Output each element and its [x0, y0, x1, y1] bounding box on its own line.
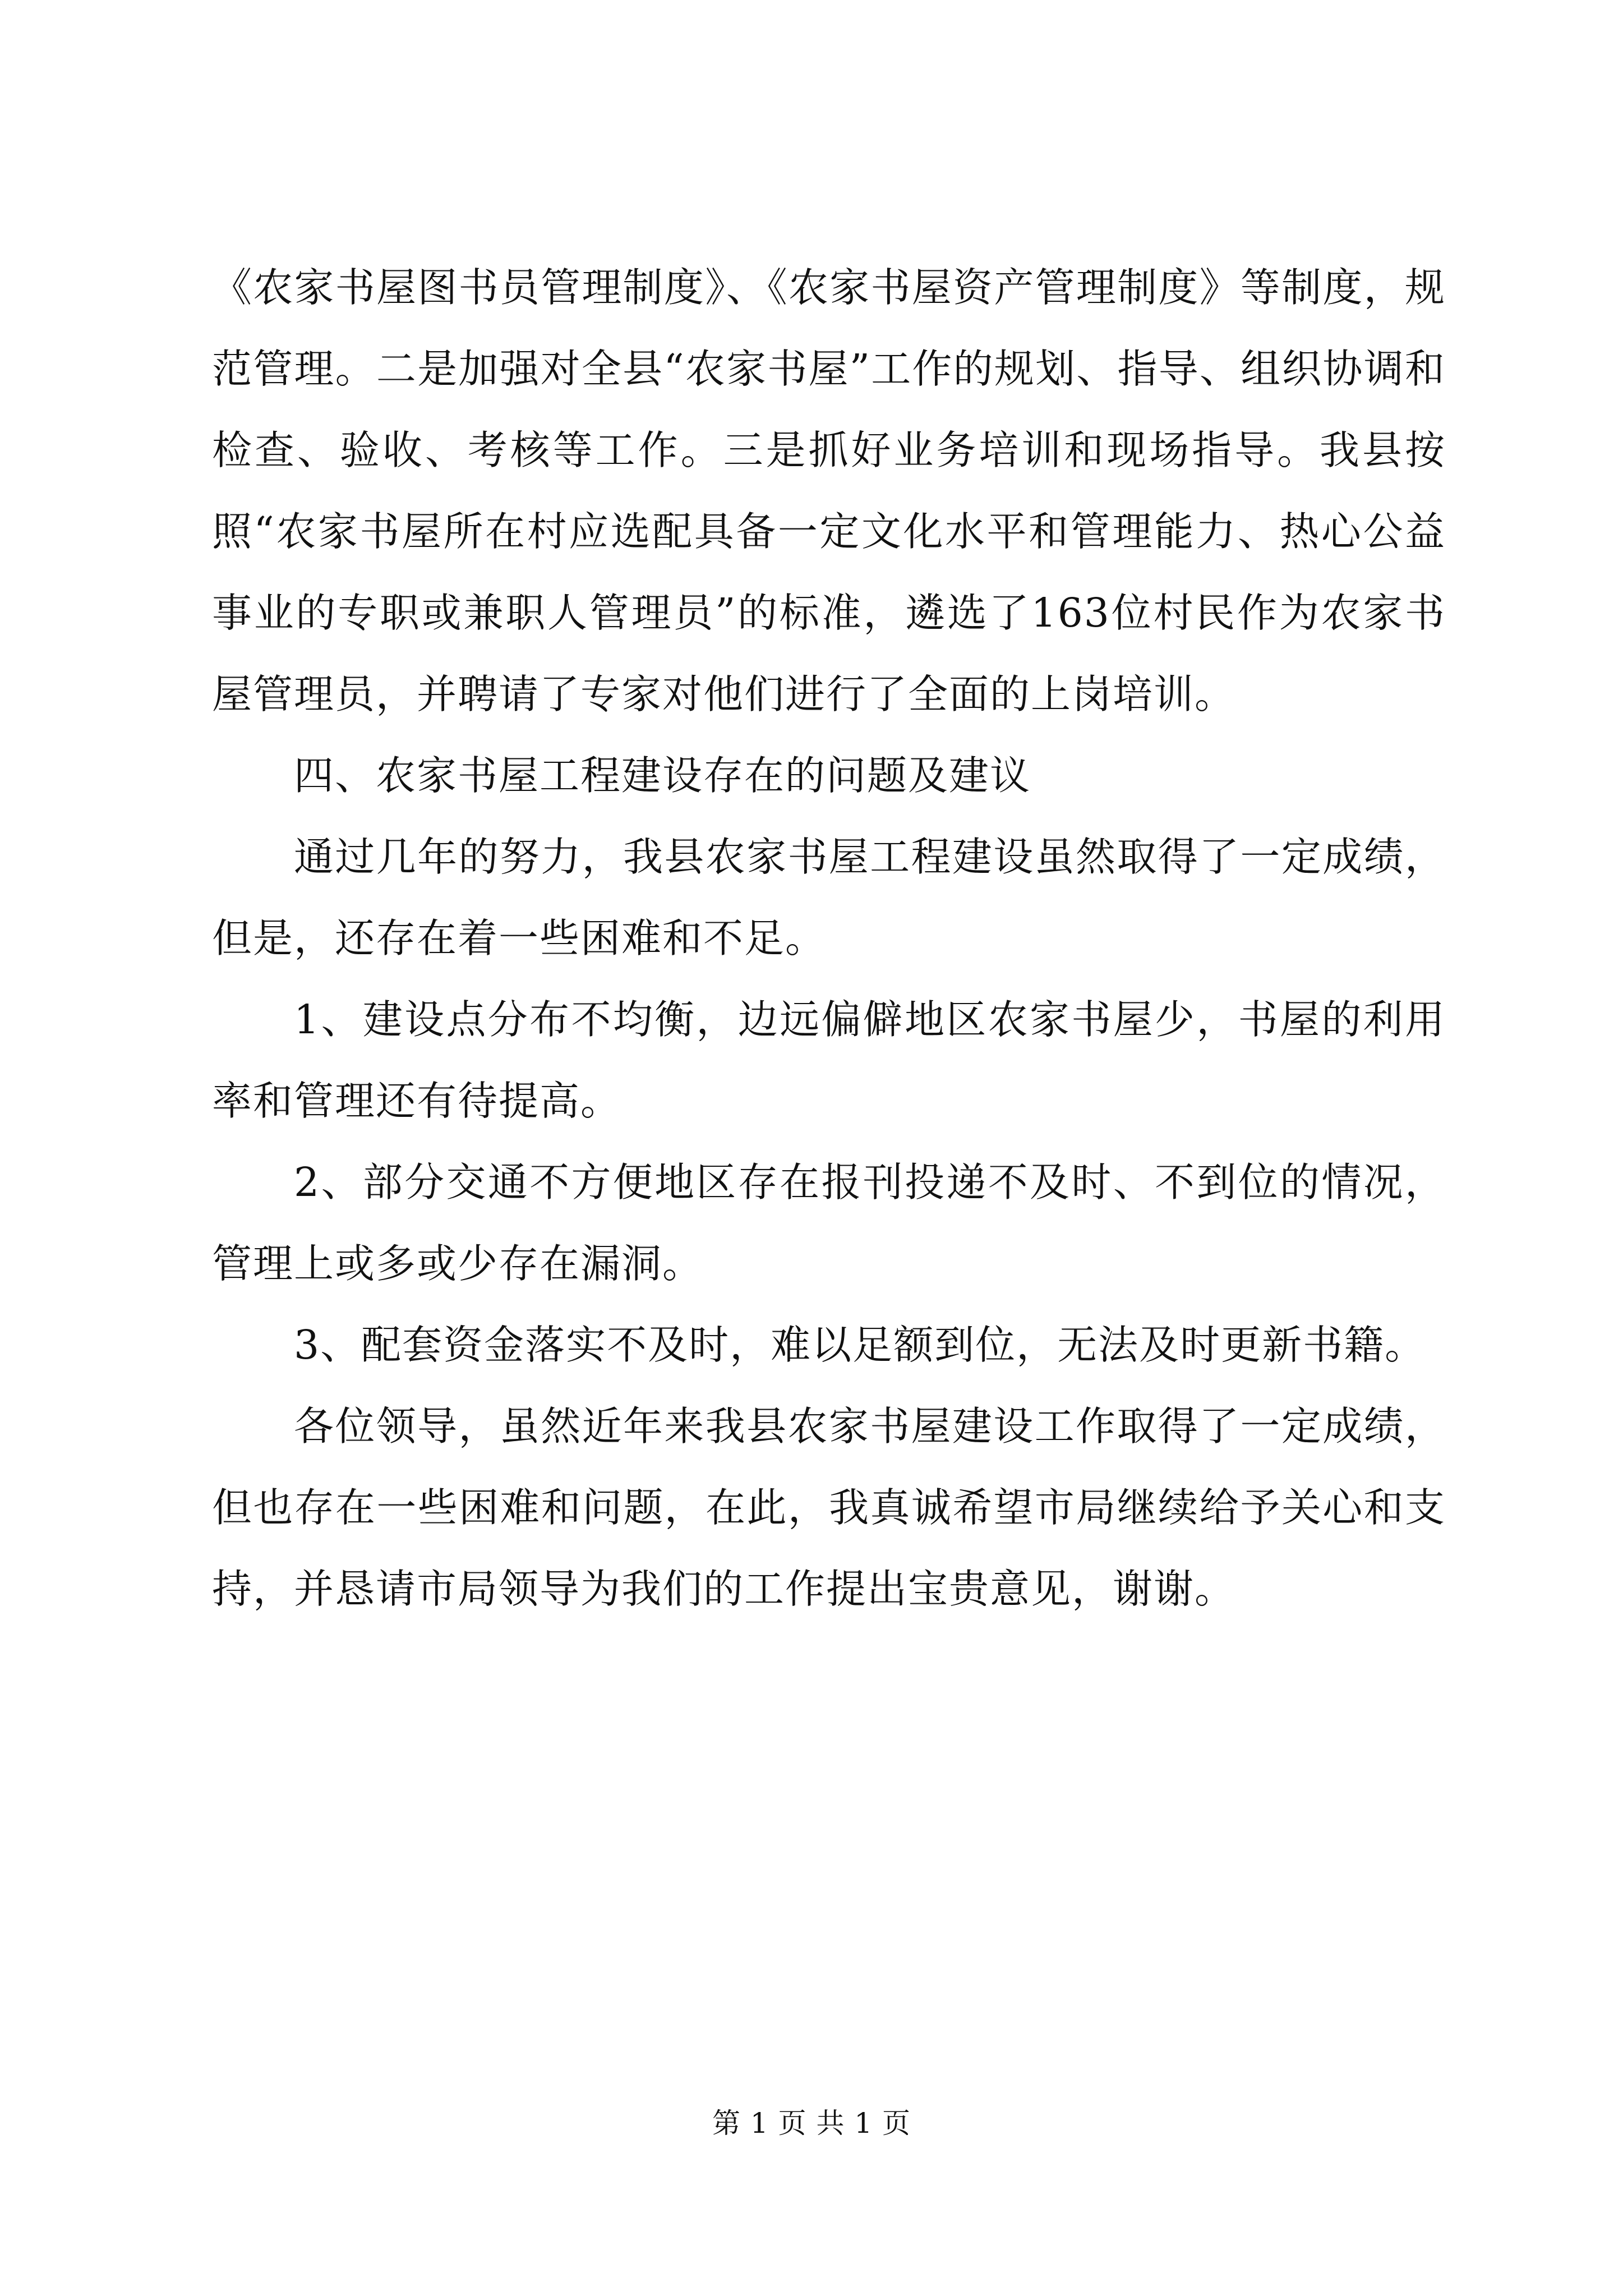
paragraph-continued: 《农家书屋图书员管理制度》、《农家书屋资产管理制度》等制度，规范管理。二是加强对全县“农家书屋”工作的规划、指导、组织协调和检查、验收、考核等工作。三是抓好业务培训和现场指导。我县按照“农家书屋所在村应选配具备一定文化水平和管理能力、热心公益事业的专职或兼职人管理员”的标准，遴选了163位村民作为农家书屋管理员，并聘请了专家对他们进行了全面的上岗培训。 — [212, 264, 1446, 717]
paragraph-closing: 各位领导，虽然近年来我县农家书屋建设工作取得了一定成绩，但也存在一些困难和问题，在此，我真诚希望市局继续给予关心和支持，并恳请市局领导为我们的工作提出宝贵意见，谢谢。 — [212, 1403, 1446, 1612]
paragraph-intro: 通过几年的努力，我县农家书屋工程建设虽然取得了一定成绩，但是，还存在着一些困难和不足。 — [212, 834, 1446, 961]
list-item-2: 2、部分交通不方便地区存在报刊投递不及时、不到位的情况，管理上或多或少存在漏洞。 — [212, 1159, 1446, 1287]
page-footer: 第 1 页 共 1 页 — [712, 2107, 911, 2139]
section-heading: 四、农家书屋工程建设存在的问题及建议 — [294, 752, 1031, 799]
list-item-1: 1、建设点分布不均衡，边远偏僻地区农家书屋少，书屋的利用率和管理还有待提高。 — [212, 996, 1446, 1124]
list-item-3: 3、配套资金落实不及时，难以足额到位，无法及时更新书籍。 — [294, 1322, 1426, 1368]
document-body — [212, 247, 1446, 1630]
